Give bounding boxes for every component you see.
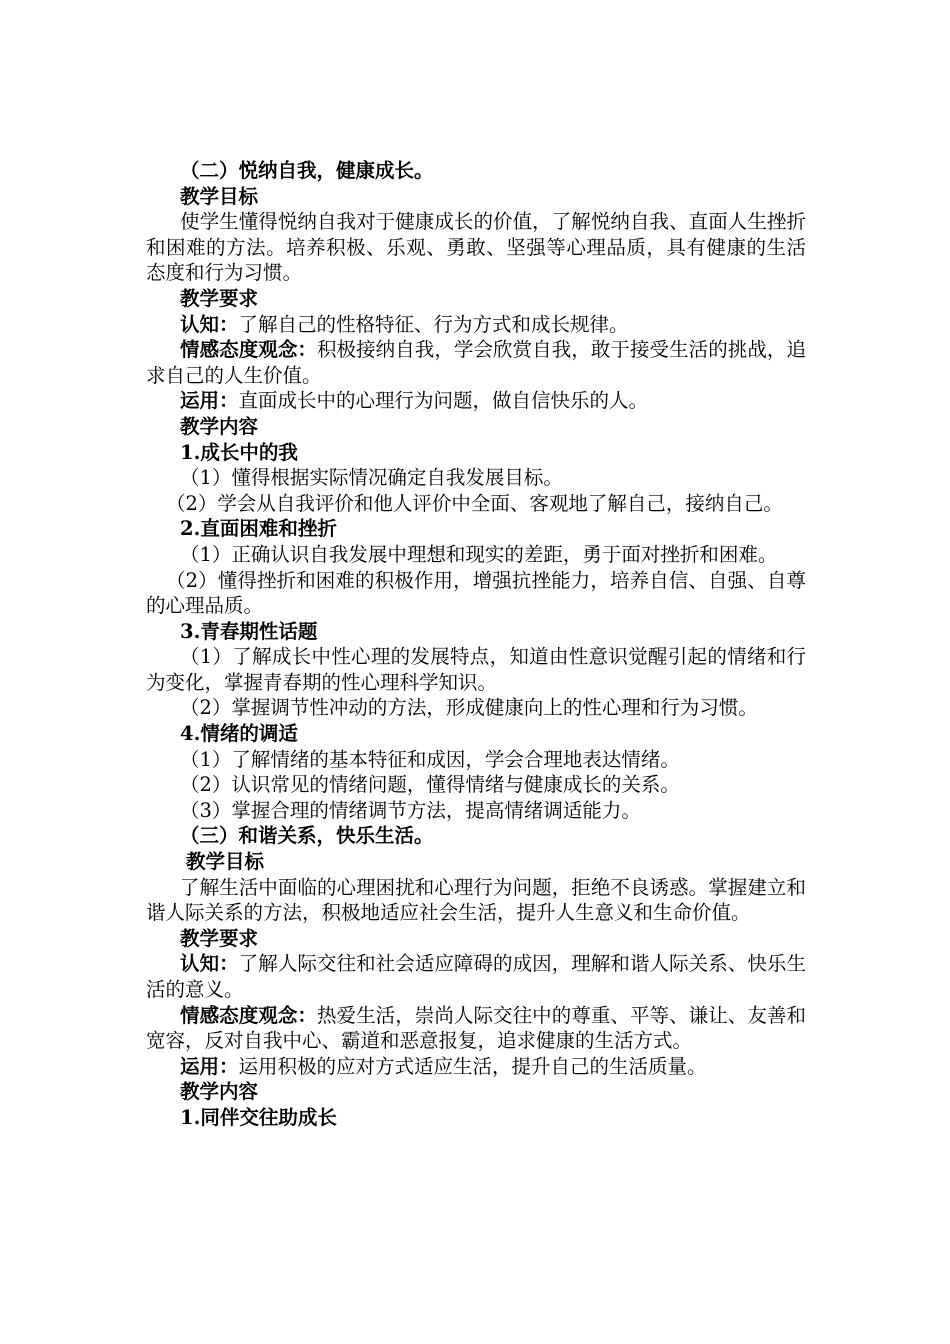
topic-title: 1.同伴交往助成长: [180, 1105, 337, 1129]
topic-item: （3）掌握合理的情绪调节方法，提高情绪调适能力。: [180, 798, 641, 822]
emotion-text: 积极接纳自我，学会欣赏自我，敢于接受生活的挑战，追求自己的人生价值。: [146, 338, 806, 387]
requirement-title: 教学要求: [180, 926, 259, 950]
section-heading: （三）和谐关系，快乐生活。: [180, 824, 434, 848]
topic-item: （1）了解成长中性心理的发展特点，知道由性意识觉醒引起的情绪和行为变化，掌握青春期的性心理科学知识。: [146, 645, 806, 694]
cognition-label: 认知：: [180, 312, 239, 336]
emotion-label: 情感态度观念：: [180, 338, 317, 362]
cognition-text: 了解自己的性格特征、行为方式和成长规律。: [238, 312, 629, 336]
requirement-title: 教学要求: [180, 286, 259, 310]
document-body: [146, 158, 806, 1131]
apply-label: 运用：: [180, 389, 239, 413]
goal-title: 教学目标: [186, 850, 265, 874]
cognition-text: 了解人际交往和社会适应障碍的成因，理解和谐人际关系、快乐生活的意义。: [146, 952, 806, 1001]
topic-item: （1）懂得根据实际情况确定自我发展目标。: [180, 466, 563, 490]
topic-title: 4.情绪的调适: [180, 722, 298, 746]
topic-item: （2）学会从自我评价和他人评价中全面、客观地了解自己，接纳自己。: [166, 491, 783, 515]
emotion-text: 热爱生活，崇尚人际交往中的尊重、平等、谦让、友善和宽容，反对自我中心、霸道和恶意报复，追求健康的生活方式。: [146, 1003, 806, 1053]
topic-title: 3.青春期性话题: [180, 619, 318, 643]
topic-title: 1.成长中的我: [180, 440, 298, 464]
apply-paragraph: [146, 388, 806, 414]
cognition-paragraph: [146, 951, 806, 1002]
topic-item: （1）了解情绪的基本特征和成因，学会合理地表达情绪。: [180, 747, 680, 771]
goal-title: 教学目标: [180, 184, 259, 208]
cognition-paragraph: [146, 312, 806, 338]
apply-label: 运用：: [180, 1054, 239, 1078]
topic-item: （2）懂得挫折和困难的积极作用，增强抗挫能力，培养自信、自强、自尊的心理品质。: [146, 568, 806, 618]
apply-text: 运用积极的应对方式适应生活，提升自己的生活质量。: [238, 1054, 707, 1078]
topic-title: 2.直面困难和挫折: [180, 517, 337, 541]
cognition-label: 认知：: [180, 952, 239, 976]
emotion-paragraph: [146, 1003, 806, 1054]
topic-item: （2）掌握调节性冲动的方法，形成健康向上的性心理和行为习惯。: [180, 696, 758, 720]
apply-paragraph: [146, 1054, 806, 1080]
topic-item: （2）认识常见的情绪问题，懂得情绪与健康成长的关系。: [180, 773, 680, 797]
emotion-paragraph: [146, 337, 806, 388]
goal-text: 了解生活中面临的心理困扰和心理行为问题，拒绝不良诱惑。掌握建立和谐人际关系的方法，积极地适应社会生活，提升人生意义和生命价值。: [146, 875, 806, 925]
apply-text: 直面成长中的心理行为问题，做自信快乐的人。: [238, 389, 649, 413]
content-title: 教学内容: [180, 1080, 259, 1104]
goal-text: 使学生懂得悦纳自我对于健康成长的价值，了解悦纳自我、直面人生挫折和困难的方法。培养积极、乐观、勇敢、坚强等心理品质，具有健康的生活态度和行为习惯。: [146, 210, 806, 285]
content-title: 教学内容: [180, 414, 259, 438]
topic-item: （1）正确认识自我发展中理想和现实的差距，勇于面对挫折和困难。: [180, 542, 778, 566]
section-heading: （二）悦纳自我，健康成长。: [180, 159, 434, 182]
emotion-label: 情感态度观念：: [180, 1003, 317, 1027]
